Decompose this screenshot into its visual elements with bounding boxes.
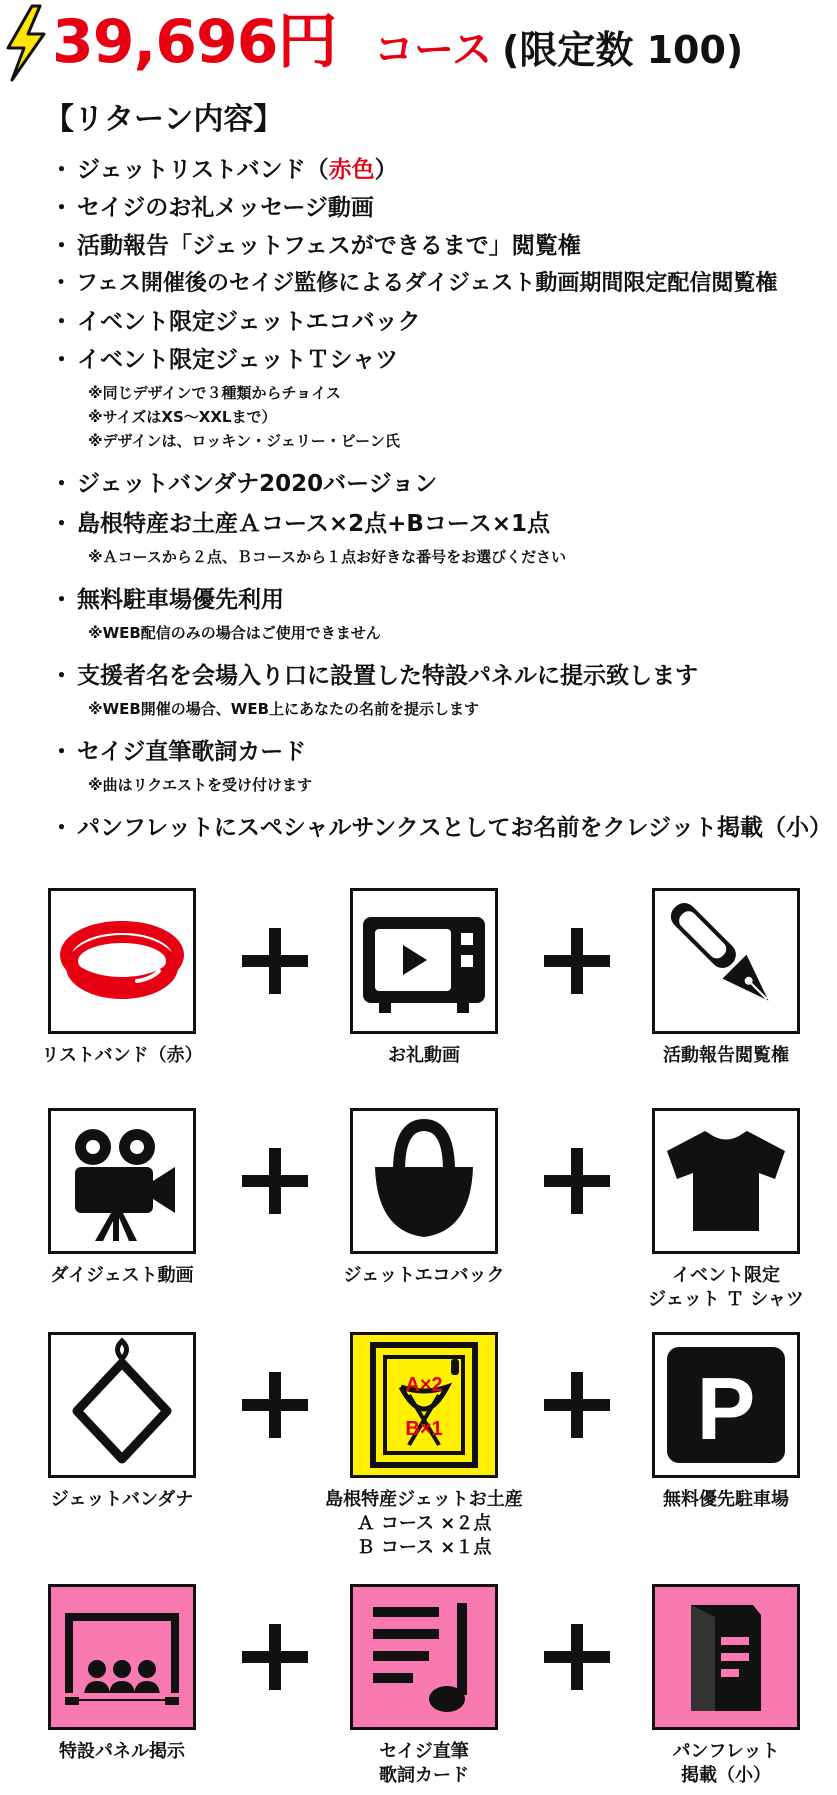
return-item: ・ セイジ直筆歌詞カード (50, 739, 307, 765)
plus-icon (242, 928, 308, 994)
fountain-pen-icon (655, 891, 797, 1031)
souvenir-tile (350, 1332, 498, 1478)
plus-icon (242, 1148, 308, 1214)
course-price: 39,696円 (52, 7, 337, 77)
movie-camera-icon (51, 1111, 193, 1251)
caption-report-view: 活動報告閲覧権 (663, 1045, 789, 1066)
gift-box-icon (353, 1335, 495, 1475)
return-item: ・ イベント限定ジェットエコバック (50, 309, 421, 335)
caption-panel-display: 特設パネル掲示 (59, 1741, 185, 1762)
color-red-label: 赤色 (328, 157, 375, 183)
course-limit: (限定数 100) (502, 28, 744, 72)
caption-bandana: ジェットバンダナ (50, 1489, 194, 1510)
parking-icon (655, 1335, 797, 1475)
t-shirt-icon (655, 1111, 797, 1251)
caption-eco-bag: ジェットエコバック (343, 1265, 505, 1286)
bandana-tile (48, 1332, 196, 1478)
plus-icon (242, 1624, 308, 1690)
lightning-icon (4, 4, 48, 82)
item-note: ※同じデザインで３種類からチョイス (88, 384, 341, 402)
parking-letter: P (696, 1359, 756, 1458)
tote-bag-icon (353, 1111, 495, 1251)
item-note: ※曲はリクエストを受け付けます (88, 776, 312, 794)
gift-label-b: B×1 (405, 1418, 443, 1440)
panel-display-tile (48, 1584, 196, 1730)
bandana-icon (51, 1335, 193, 1475)
return-item: ・ 活動報告「ジェットフェスができるまで」閲覧権 (50, 233, 581, 259)
item-note: ※サイズはXS～XXLまで） (88, 408, 277, 426)
pamphlet-tile (652, 1584, 800, 1730)
caption-lyric-card: セイジ直筆 歌詞カード (379, 1741, 469, 1786)
return-item: ・ パンフレットにスペシャルサンクスとしてお名前をクレジット掲載（小） (50, 815, 832, 841)
t-shirt-tile (652, 1108, 800, 1254)
caption-wristband: リストバンド（赤） (41, 1045, 203, 1066)
caption-thank-you-video: お礼動画 (388, 1045, 460, 1066)
thank-you-video-tile (350, 888, 498, 1034)
return-item: ・ セイジのお礼メッセージ動画 (50, 195, 374, 221)
returns-heading: 【リターン内容】 (44, 102, 284, 137)
lyric-card-tile (350, 1584, 498, 1730)
item-note: ※WEB開催の場合、WEB上にあなたの名前を提示します (88, 700, 480, 718)
caption-parking: 無料優先駐車場 (663, 1489, 789, 1510)
caption-souvenir: 島根特産ジェットお土産 Ａ コース ×２点 Ｂ コース ×１点 (325, 1489, 523, 1558)
video-player-icon (353, 891, 495, 1031)
caption-digest-video: ダイジェスト動画 (50, 1265, 194, 1286)
wristband-tile (48, 888, 196, 1034)
caption-t-shirt: イベント限定 ジェット Ｔ シャツ (648, 1265, 804, 1310)
audience-screen-icon (51, 1587, 193, 1727)
music-lyrics-icon (353, 1587, 495, 1727)
caption-pamphlet: パンフレット 掲載（小） (672, 1741, 780, 1786)
item-note: ※デザインは、ロッキン・ジェリー・ビーン氏 (88, 432, 400, 450)
return-item: ・ ジェットリストバンド（赤色） (50, 157, 398, 183)
course-title (0, 0, 837, 90)
plus-icon (544, 1372, 610, 1438)
gift-label-a: A×2 (405, 1374, 443, 1396)
return-item: ・ 島根特産お土産Ａコース×2点+Bコース×1点 (50, 511, 551, 537)
eco-bag-tile (350, 1108, 498, 1254)
return-item: ・ フェス開催後のセイジ監修によるダイジェスト動画期間限定配信閲覧権 (50, 271, 778, 296)
course-label: コース (374, 27, 492, 73)
parking-tile (652, 1332, 800, 1478)
wristband-icon (51, 891, 193, 1031)
report-view-tile (652, 888, 800, 1034)
return-item: ・ 無料駐車場優先利用 (50, 587, 284, 613)
pamphlet-icon (655, 1587, 797, 1727)
digest-video-tile (48, 1108, 196, 1254)
return-item: ・ イベント限定ジェットＴシャツ (50, 347, 399, 373)
plus-icon (544, 928, 610, 994)
plus-icon (544, 1148, 610, 1214)
return-item: ・ ジェットバンダナ2020バージョン (50, 471, 438, 497)
plus-icon (544, 1624, 610, 1690)
plus-icon (242, 1372, 308, 1438)
item-note: ※Ａコースから２点、Ｂコースから１点お好きな番号をお選びください (88, 548, 567, 566)
return-item: ・ 支援者名を会場入り口に設置した特設パネルに提示致します (50, 663, 698, 689)
item-note: ※WEB配信のみの場合はご使用できません (88, 624, 381, 642)
